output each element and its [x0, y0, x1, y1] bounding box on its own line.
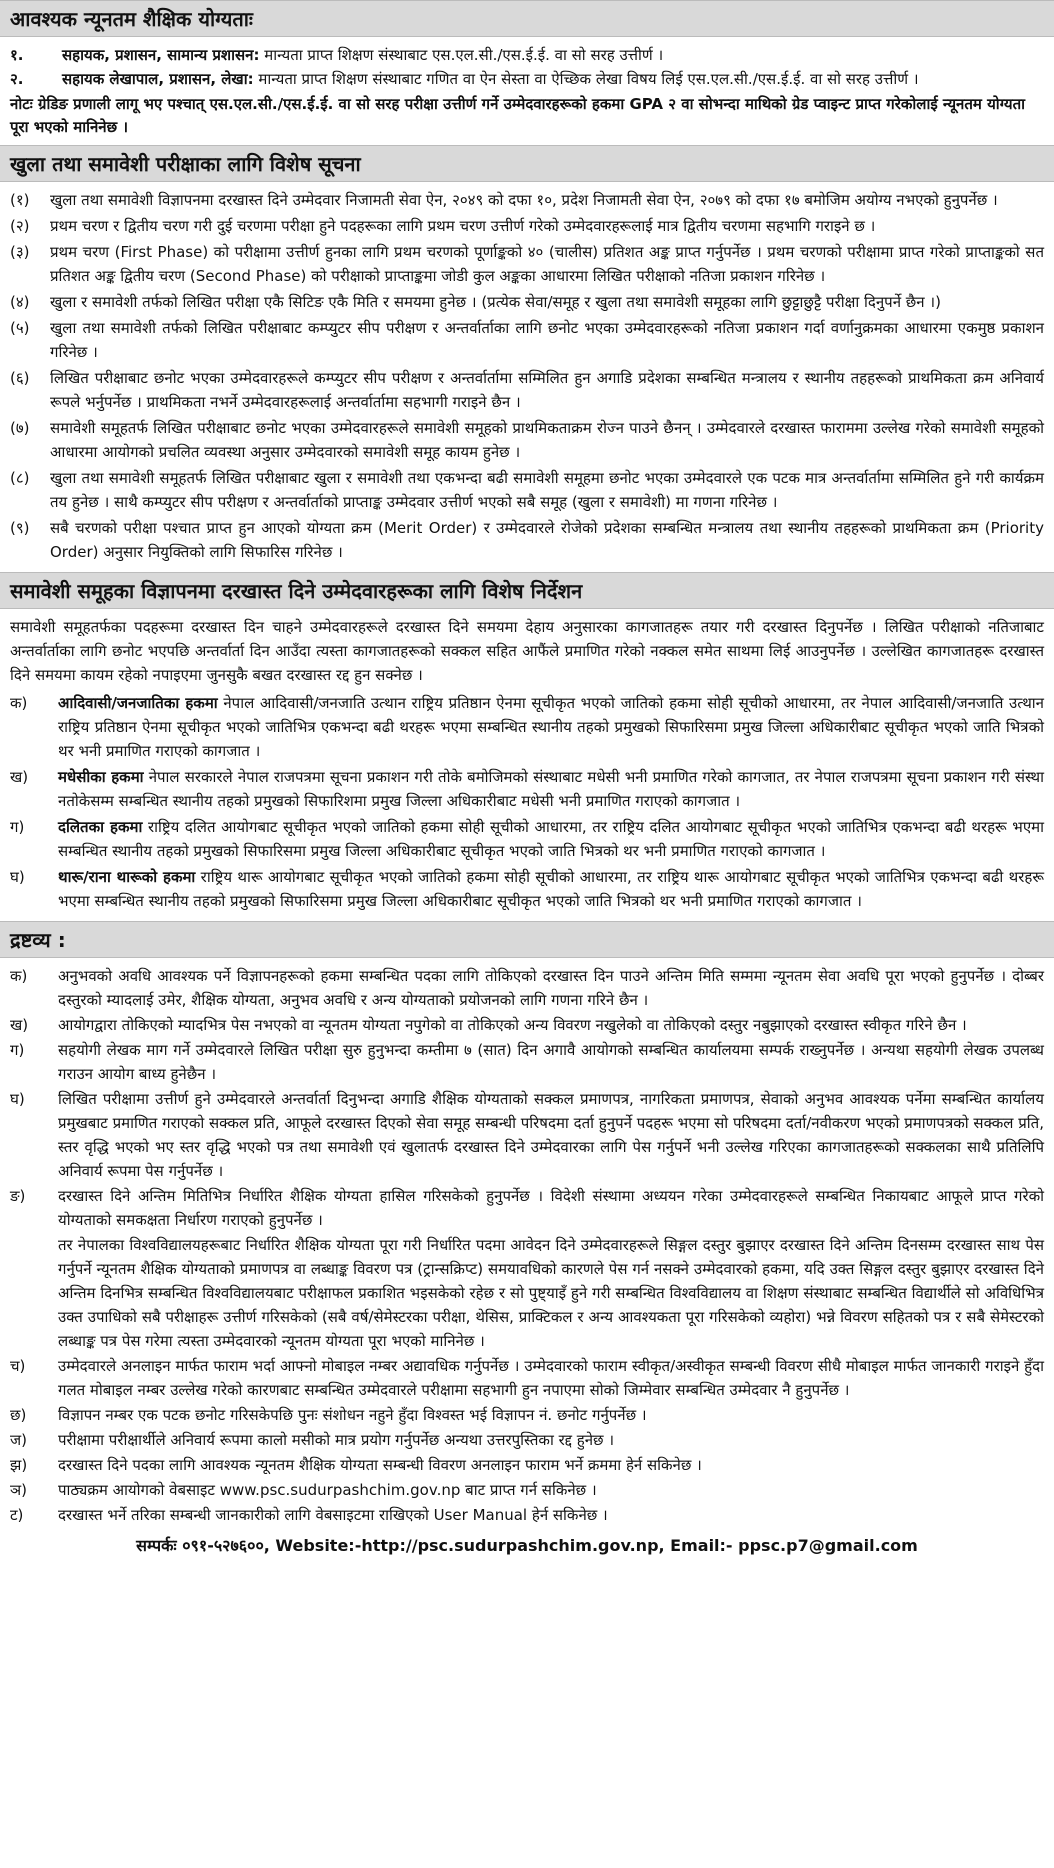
list-item	[10, 691, 1044, 763]
qualification-header: आवश्यक न्यूनतम शैक्षिक योग्यताः	[0, 0, 1054, 37]
item-number: १.	[10, 46, 24, 64]
qualification-list	[0, 37, 1054, 93]
list-item	[10, 214, 1044, 238]
item-text: समावेशी समूहतर्फ लिखित परीक्षाबाट छनोट भएका उम्मेदवारहरूले समावेशी समूहको प्राथमिकताक्रम रोज्न पाउने छैनन् । उम्मेदवारले दरखास्त फाराममा उल्लेख गरेको समावेशी समूहको आधारमा आयोगको प्रचलित व्यवस्था अनुसार उम्मेदवारको समावेशी समूह कायम हुनेछ ।	[50, 419, 1044, 461]
item-number: ङ)	[10, 1187, 26, 1205]
list-item	[10, 865, 1044, 913]
item-text: प्रथम चरण (First Phase) को परीक्षामा उत्तीर्ण हुनका लागि प्रथम चरणको पूर्णाङ्कको ४० (चालीस) प्रतिशत अङ्क प्राप्त गर्नुपर्नेछ । प्रथम चरणको परीक्षामा प्राप्त गरेको प्राप्ताङ्कको सत प्रतिशत अङ्क द्वितीय चरण (Second Phase) को परीक्षाको प्राप्ताङ्कमा जोडी कुल अङ्कका आधारमा लिखित परीक्षाको नतिजा प्रकाशन गरिनेछ ।	[50, 243, 1044, 285]
item-number: ख)	[10, 768, 29, 786]
item-number: (९)	[10, 519, 30, 537]
item-number: (४)	[10, 293, 30, 311]
item-text: आयोगद्वारा तोकिएको म्यादभित्र पेस नभएको वा न्यूनतम योग्यता नपुगेको वा तोकिएको अन्य विवरण नखुलेको वा तोकिएको दस्तुर नबुझाएको दरखास्त स्वीकृत गरिने छैन ।	[58, 1016, 967, 1034]
item-title: सहायक लेखापाल, प्रशासन, लेखा:	[62, 70, 254, 88]
item-text: खुला तथा समावेशी समूहतर्फ लिखित परीक्षाबाट खुला र समावेशी तथा एकभन्दा बढी समावेशी समूहमा छनोट भएका उम्मेदवारले एक पटक मात्र अन्तर्वार्तामा सम्मिलित हुने गरी कार्यक्रम तय हुनेछ । साथै कम्प्युटर सीप परीक्षण र अन्तर्वार्ताको प्राप्ताङ्क उम्मेदवार उत्तीर्ण भएको सबै समूह (खुला र समावेशी) मा गणना गरिनेछ ।	[50, 469, 1044, 511]
item-number: ख)	[10, 1016, 29, 1034]
item-text: खुला तथा समावेशी विज्ञापनमा दरखास्त दिने उम्मेदवार निजामती सेवा ऐन, २०४९ को दफा १०, प्रदेश निजामती सेवा ऐन, २०७९ को दफा १७ बमोजिम अयोग्य नभएको हुनुपर्नेछ ।	[50, 191, 998, 209]
item-text: लिखित परीक्षामा उत्तीर्ण हुने उम्मेदवारले अन्तर्वार्ता दिनुभन्दा अगाडि शैक्षिक योग्यताको सक्कल प्रमाणपत्र, नागरिकता प्रमाणपत्र, सेवाको अनुभव आवश्यक पर्नेमा सम्बन्धित कार्यालय प्रमुखबाट प्रमाणित गराएको सक्कल प्रति, आफूले दरखास्त दिएको सेवा समूह सम्बन्धी परिषदमा दर्ता हुनुपर्ने पदहरू भएमा सो परिषदमा दर्ता/नवीकरण भएको प्रमाणपत्रको सक्कल प्रति, स्तर वृद्धि भएको भए स्तर वृद्धि भएको पत्र तथा समावेशी एवं खुलातर्फ दरखास्त दिने उम्मेदवारका लागि पेस गर्नुपर्ने भनी उल्लेख गरिएका कागजातहरूको सक्कलका साथै प्रतिलिपि अनिवार्य रूपमा पेस गर्नुपर्नेछ ।	[58, 1090, 1044, 1180]
item-title: सहायक, प्रशासन, सामान्य प्रशासन:	[62, 46, 260, 64]
item-text: राष्ट्रिय दलित आयोगबाट सूचीकृत भएको जातिको हकमा सोही सूचीको आधारमा, तर राष्ट्रिय दलित आयोगबाट सूचीकृत भएको जातिभित्र एकभन्दा बढी थरहरू भएमा सम्बन्धित स्थानीय तहको प्रमुखको सिफारिसमा प्रमुख जिल्ला अधिकारीबाट सूचीकृत भएको जाति भित्रको थर भनी प्रमाणित गराएको कागजात ।	[58, 818, 1044, 860]
item-number	[10, 1233, 58, 1353]
item-title: थारू/राना थारूको हकमा	[58, 868, 196, 886]
item-text: दरखास्त दिने अन्तिम मितिभित्र निर्धारित शैक्षिक योग्यता हासिल गरिसकेको हुनुपर्नेछ । विदेशी संस्थामा अध्ययन गरेका उम्मेदवारहरूले सम्बन्धित निकायबाट आफूले प्राप्त गरेको योग्यताको समकक्षता निर्धारण गराएको हुनुपर्नेछ ।	[58, 1187, 1044, 1229]
item-number: (५)	[10, 319, 30, 337]
item-number: क)	[10, 967, 28, 985]
inclusive-groups-header: समावेशी समूहका विज्ञापनमा दरखास्त दिने उम्मेदवारहरूका लागि विशेष निर्देशन	[0, 572, 1054, 609]
list-item	[10, 240, 1044, 288]
list-item	[10, 1184, 1044, 1232]
item-number: घ)	[10, 868, 25, 886]
item-text: राष्ट्रिय थारू आयोगबाट सूचीकृत भएको जातिको हकमा सोही सूचीको आधारमा, तर राष्ट्रिय थारू आयोगबाट सूचीकृत भएको जातिभित्र एकभन्दा बढी थरहरू भएमा सम्बन्धित स्थानीय तहको प्रमुखको सिफारिसमा प्रमुख जिल्ला अधिकारीबाट सूचीकृत भएको जाति भित्रको थर भनी प्रमाणित गराएको कागजात ।	[58, 868, 1044, 910]
item-text: लिखित परीक्षाबाट छनोट भएका उम्मेदवारहरूले कम्प्युटर सीप परीक्षण र अन्तर्वार्तामा सम्मिलित हुन अगाडि प्रदेशका सम्बन्धित मन्त्रालय र स्थानीय तहहरूको प्राथमिकता क्रम अनिवार्य रूपले भर्नुपर्नेछ । प्राथमिकता नभर्ने उम्मेदवारहरूलाई अन्तर्वार्तामा सहभागी गराइने छैन ।	[50, 369, 1044, 411]
list-item	[10, 516, 1044, 564]
item-text: दरखास्त भर्ने तरिका सम्बन्धी जानकारीको लागि वेबसाइटमा राखिएको User Manual हेर्न सकिनेछ ।	[58, 1506, 608, 1524]
item-number: २.	[10, 70, 24, 88]
list-item	[10, 1038, 1044, 1086]
item-text: अनुभवको अवधि आवश्यक पर्ने विज्ञापनहरूको हकमा सम्बन्धित पदका लागि तोकिएको दरखास्त दिन पाउने अन्तिम मिति सम्ममा न्यूनतम सेवा अवधि पूरा भएको हुनुपर्नेछ । दोब्बर दस्तुरको म्यादलाई उमेर, शैक्षिक योग्यता, अनुभव अवधि र अन्य योग्यताको प्रयोजनको लागि गणना गरिने छैन ।	[58, 967, 1044, 1009]
item-number: क)	[10, 694, 28, 712]
list-item	[10, 964, 1044, 1012]
item-text: खुला तथा समावेशी तर्फको लिखित परीक्षाबाट कम्प्युटर सीप परीक्षण र अन्तर्वार्ताका लागि छनोट भएका उम्मेदवारहरूको नतिजा प्रकाशन गर्दा वर्णानुक्रमका आधारमा एकमुष्ठ प्रकाशन गरिनेछ ।	[50, 319, 1044, 361]
inclusive-groups-intro: समावेशी समूहतर्फका पदहरूमा दरखास्त दिन चाहने उम्मेदवारहरूले दरखास्त दिने समयमा देहाय अनुसारका कागजातहरू तयार गरी दरखास्त दिनुपर्नेछ । लिखित परीक्षाको नतिजाबाट अन्तर्वार्ताका लागि छनोट भएपछि अन्तर्वार्ता दिन आउँदा त्यस्ता कागजातहरूको सक्कल सहित आफैंले प्रमाणित गरेको नक्कल समेत साथमा लिई आउनुपर्नेछ । उल्लेखित कागजातहरू दरखास्त दिने समयमा कायम रहेको नपाइएमा जुनसुकै बखत दरखास्त रद्द हुन सक्नेछ ।	[10, 618, 1044, 684]
item-number: (६)	[10, 369, 30, 387]
item-text: प्रथम चरण र द्वितीय चरण गरी दुई चरणमा परीक्षा हुने पदहरूका लागि प्रथम चरण उत्तीर्ण गरेको उम्मेदवारहरूलाई मात्र द्वितीय चरणमा सहभागि गराइने छ ।	[50, 217, 876, 235]
item-text: तर नेपालका विश्वविद्यालयहरूबाट निर्धारित शैक्षिक योग्यता पूरा गरी निर्धारित पदमा आवेदन दिने उम्मेदवारहरूले सिङ्गल दस्तुर बुझाएर दरखास्त दिने अन्तिम दिनसम्म दरखास्त साथ पेस गर्नुपर्ने न्यूनतम शैक्षिक योग्यताको प्रमाणपत्र वा लब्धाङ्क विवरण पत्र (ट्रान्सक्रिप्ट) समयावधिको कारणले पेस गर्न नसक्ने उम्मेदवारको हकमा, यदि उक्त सिङ्गल दस्तुर बुझाएर दरखास्त दिने अन्तिम दिनभित्र सम्बन्धित विश्वविद्यालयबाट परीक्षाफल प्रकाशित भइसकेको रहेछ र सो पुष्ट्याइँ हुने गरी सम्बन्धित विश्वविद्यालय वा शिक्षण संस्थाबाट सम्बन्धित विद्यार्थीले सो अविधिभित्र उक्त उपाधिको सबै परीक्षाहरू उत्तीर्ण गरिसकेको (सबै वर्ष/सेमेस्टरका परीक्षा, थेसिस, प्राक्टिकल र अन्य आवश्यकता पूरा गरिसकेको व्यहोरा) भन्ने विवरण सहितको पत्र र सबै सेमेस्टरको लब्धाङ्क पत्र पेस गरेमा त्यस्ता उम्मेदवारको न्यूनतम योग्यता पूरा भएको मानिनेछ ।	[58, 1236, 1044, 1350]
item-number: ज)	[10, 1431, 27, 1449]
list-item	[10, 1354, 1044, 1402]
notes-header: द्रष्टव्य :	[0, 921, 1054, 958]
item-text: सबै चरणको परीक्षा पश्चात प्राप्त हुन आएको योग्यता क्रम (Merit Order) र उम्मेदवारले रोजेको प्रदेशका सम्बन्धित मन्त्रालय तथा स्थानीय तहहरूको प्राथमिकता क्रम (Priority Order) अनुसार नियुक्तिको लागि सिफारिस गरिनेछ ।	[50, 519, 1044, 561]
notes-list	[0, 958, 1054, 1527]
item-number: (७)	[10, 419, 30, 437]
list-item	[10, 1453, 1044, 1477]
list-item	[10, 1503, 1044, 1527]
inclusive-groups-list	[0, 689, 1054, 921]
list-item	[10, 416, 1044, 464]
list-item	[10, 815, 1044, 863]
item-number: ग)	[10, 1041, 25, 1059]
item-text: मान्यता प्राप्त शिक्षण संस्थाबाट गणित वा ऐन सेस्ता वा ऐच्छिक लेखा विषय लिई एस.एल.सी./एस.ई.ई. वा सो सरह उत्तीर्ण ।	[253, 70, 919, 88]
item-text: विज्ञापन नम्बर एक पटक छनोट गरिसकेपछि पुनः संशोधन नहुने हुँदा विश्वस्त भई विज्ञापन नं. छनोट गर्नुपर्नेछ ।	[58, 1406, 647, 1424]
list-item	[10, 188, 1044, 212]
list-item	[10, 316, 1044, 364]
item-text: पाठ्यक्रम आयोगको वेबसाइट www.psc.sudurpashchim.gov.np बाट प्राप्त गर्न सकिनेछ ।	[58, 1481, 597, 1499]
item-text: दरखास्त दिने पदका लागि आवश्यक न्यूनतम शैक्षिक योग्यता सम्बन्धी विवरण अनलाइन फाराम भर्ने क्रममा हेर्न सकिनेछ ।	[58, 1456, 702, 1474]
item-number: (८)	[10, 469, 30, 487]
qualification-item	[10, 67, 1044, 91]
list-item	[10, 1013, 1044, 1037]
open-inclusive-list	[0, 182, 1054, 572]
list-item	[10, 466, 1044, 514]
item-number: (३)	[10, 243, 30, 261]
list-item	[10, 1428, 1044, 1452]
item-text: सहयोगी लेखक माग गर्ने उम्मेदवारले लिखित परीक्षा सुरु हुनुभन्दा कम्तीमा ७ (सात) दिन अगावै आयोगको सम्बन्धित कार्यालयमा सम्पर्क राख्नुपर्नेछ । अन्यथा सहयोगी लेखक उपलब्ध गराउन आयोग बाध्य हुनेछैन ।	[58, 1041, 1044, 1083]
item-text: परीक्षामा परीक्षार्थीले अनिवार्य रूपमा कालो मसीको मात्र प्रयोग गर्नुपर्नेछ अन्यथा उत्तरपुस्तिका रद्द हुनेछ ।	[58, 1431, 615, 1449]
gpa-note: नोटः ग्रेडिङ प्रणाली लागू भए पश्चात् एस.एल.सी./एस.ई.ई. वा सो सरह परीक्षा उत्तीर्ण गर्ने उम्मेदवारहरूको हकमा GPA २ वा सोभन्दा माथिको ग्रेड प्वाइन्ट प्राप्त गरेकोलाई न्यूनतम योग्यता पूरा भएको मानिनेछ ।	[10, 95, 1026, 136]
qualification-item	[10, 43, 1044, 67]
item-number: झ)	[10, 1456, 28, 1474]
list-item	[10, 366, 1044, 414]
item-number: घ)	[10, 1090, 25, 1108]
open-inclusive-header: खुला तथा समावेशी परीक्षाका लागि विशेष सूचना	[0, 145, 1054, 182]
list-item	[10, 765, 1044, 813]
item-number: ञ)	[10, 1481, 27, 1499]
contact-line: सम्पर्कः ०९१-५२७६००, Website:-http://psc.sudurpashchim.gov.np, Email:- ppsc.p7@gmail.com	[136, 1536, 918, 1555]
list-item	[10, 1403, 1044, 1427]
item-number: च)	[10, 1357, 26, 1375]
item-title: मधेसीका हकमा	[58, 768, 144, 786]
item-number: (२)	[10, 217, 30, 235]
item-number: (१)	[10, 191, 30, 209]
list-item	[10, 1233, 1044, 1353]
item-text: मान्यता प्राप्त शिक्षण संस्थाबाट एस.एल.सी./एस.ई.ई. वा सो सरह उत्तीर्ण ।	[259, 46, 664, 64]
item-text: खुला र समावेशी तर्फको लिखित परीक्षा एकै सिटिङ एकै मिति र समयमा हुनेछ । (प्रत्येक सेवा/समूह र खुला तथा समावेशी समूहका लागि छुट्टाछुट्टै परीक्षा दिनुपर्ने छैन ।)	[50, 293, 941, 311]
item-number: ट)	[10, 1506, 24, 1524]
list-item	[10, 290, 1044, 314]
item-title: आदिवासी/जनजातिका हकमा	[58, 694, 218, 712]
list-item	[10, 1478, 1044, 1502]
list-item	[10, 1087, 1044, 1183]
item-number: ग)	[10, 818, 25, 836]
item-text: उम्मेदवारले अनलाइन मार्फत फाराम भर्दा आफ्नो मोबाइल नम्बर अद्यावधिक गर्नुपर्नेछ । उम्मेदवारको फाराम स्वीकृत/अस्वीकृत सम्बन्धी विवरण सीधै मोबाइल मार्फत जानकारी गराइने हुँदा गलत मोबाइल नम्बर उल्लेख गरेको कारणबाट सम्बन्धित उम्मेदवारले परीक्षामा सहभागी हुन नपाएमा सोको जिम्मेवार सम्बन्धित उम्मेदवार नै हुनुपर्नेछ ।	[58, 1357, 1044, 1399]
item-title: दलितका हकमा	[58, 818, 143, 836]
item-number: छ)	[10, 1406, 27, 1424]
item-text: नेपाल सरकारले नेपाल राजपत्रमा सूचना प्रकाशन गरी तोके बमोजिमको संस्थाबाट मधेसी भनी प्रमाणित गरेको कागजात, तर नेपाल राजपत्रमा सूचना प्रकाशन गरी संस्था नतोकेसम्म सम्बन्धित स्थानीय तहको प्रमुखको सिफारिशमा प्रमुख जिल्ला अधिकारीबाट मधेसी भनी प्रमाणित गराएको कागजात ।	[58, 768, 1044, 810]
item-text: नेपाल आदिवासी/जनजाति उत्थान राष्ट्रिय प्रतिष्ठान ऐनमा सूचीकृत भएको जातिको हकमा सोही सूचीको आधारमा, तर नेपाल आदिवासी/जनजाति उत्थान राष्ट्रिय प्रतिष्ठान ऐनमा सूचीकृत भएको जातिभित्र एकभन्दा बढी थरहरू भएमा सम्बन्धित स्थानीय तहको प्रमुखको सिफारिसमा प्रमुख जिल्ला अधिकारीबाट सूचीकृत भएको जाति भित्रको थर भनी प्रमाणित गराएको कागजात ।	[58, 694, 1044, 760]
